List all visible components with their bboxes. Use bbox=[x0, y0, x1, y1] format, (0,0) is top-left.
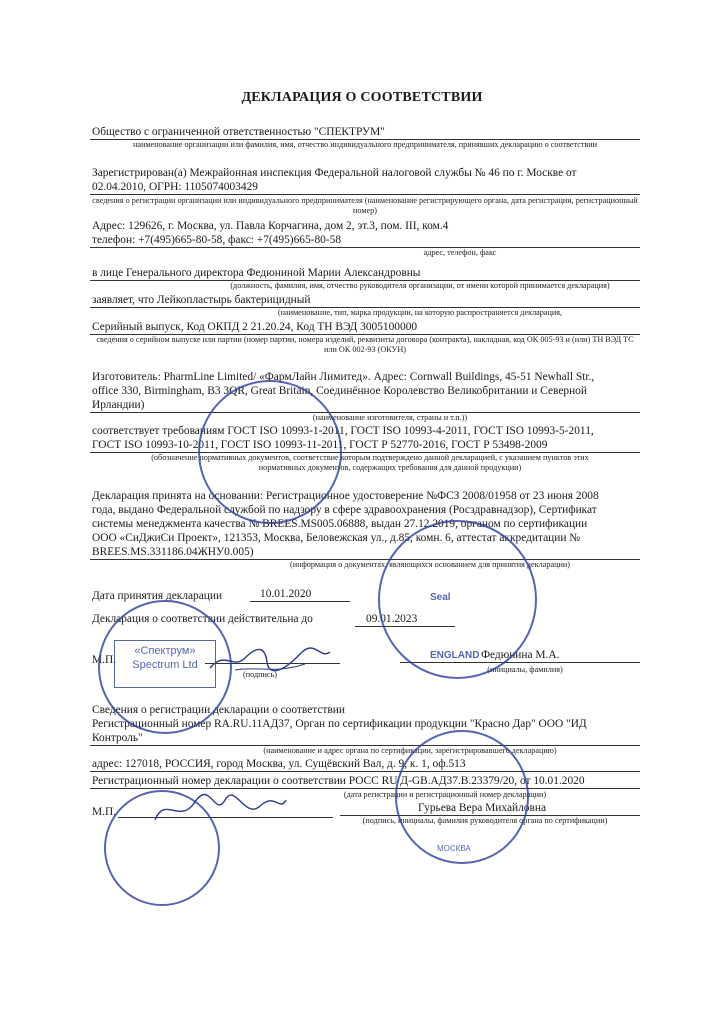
mp-label: М.П. bbox=[92, 654, 117, 666]
applicant-caption: наименование организации или фамилия, имя, отчество индивидуального предпринимателя, принявших декларацию о соответствии bbox=[132, 140, 598, 149]
manufacturer-line-1: Изготовитель: PharmLine Limited/ «ФармЛайн Лимитед». Адрес: Cornwall Buildings, 45-51 Newhall Str., bbox=[92, 371, 595, 383]
manufacturer-caption: (наименование изготовителя, страны и т.п.)) bbox=[312, 413, 468, 422]
valid-date-label: Декларация о соответствии действительна до bbox=[92, 613, 313, 625]
accept-date-label: Дата принятия декларации bbox=[92, 590, 223, 602]
representative-caption: (должность, фамилия, имя, отчество руководителя организации, от имени которой принимается декларация) bbox=[230, 281, 610, 290]
official-name: Гурьева Вера Михайловна bbox=[418, 802, 547, 814]
registration-line-1: Зарегистрирован(а) Межрайонная инспекция Федеральной налоговой службы № 46 по г. Москве от bbox=[92, 167, 577, 179]
seal-text-en: Spectrum Ltd bbox=[132, 659, 198, 671]
registration-caption: сведения о регистрации организации или индивидуального предпринимателя (наименование регистрирующего органа, дата регистрации, регистрационный номер) bbox=[92, 196, 638, 215]
product-caption: (наименование, тип, марка продукции, на которую распространяется декларация, bbox=[277, 308, 563, 317]
reg-number-caption: (дата регистрации и регистрационный номер декларации) bbox=[343, 790, 547, 799]
serial-line: Серийный выпуск, Код ОКПД 2 21.20.24, Код ТН ВЭД 3005100000 bbox=[92, 321, 418, 333]
basis-line-1: Декларация принята на основании: Регистрационное удостоверение №ФСЗ 2008/01958 от 23 июня 2008 bbox=[92, 490, 599, 502]
basis-line-2: года, выдано Федеральной службой по надзору в сфере здравоохранения (Росздравнадзор), Сертификат bbox=[92, 504, 597, 516]
applicant-name: Общество с ограниченной ответственностью "СПЕКТРУМ" bbox=[92, 126, 385, 138]
name-caption: (инициалы, фамилия) bbox=[487, 665, 563, 674]
divider bbox=[90, 771, 640, 772]
basis-line-3: системы менеджмента качества № BREES.MS005.06888, выдан 27.12.2019, органом по сертификации bbox=[92, 518, 588, 530]
manufacturer-line-2: office 330, Birmingham, B3 3QR, Great Britain, Соединённое Королевство Великобритании и Северной bbox=[92, 385, 587, 397]
page-title: ДЕКЛАРАЦИЯ О СООТВЕТСТВИИ bbox=[241, 90, 483, 105]
standards-line-2: ГОСТ ISO 10993-10-2011, ГОСТ ISO 10993-11-2011, ГОСТ Р 52770-2016, ГОСТ Р 53498-2009 bbox=[92, 439, 548, 451]
product-line: заявляет, что Лейкопластырь бактерицидный bbox=[92, 294, 311, 306]
cert-body-line-1: Регистрационный номер RA.RU.11АД37, Орган по сертификации продукции "Красно Дар" ООО "ИД bbox=[92, 718, 587, 730]
representative-line: в лице Генерального директора Федюниной Марии Александровны bbox=[92, 267, 421, 279]
standards-caption-1: (обозначение нормативных документов, соответствие которым подтверждено данной декларацией, с указанием пунктов этих bbox=[151, 453, 589, 462]
seal-text-ru: «Спектрум» bbox=[134, 645, 196, 657]
signatory-name: Федюнина М.А. bbox=[481, 649, 560, 661]
standards-line-1: соответствует требованиям ГОСТ ISO 10993-1-2011, ГОСТ ISO 10993-4-2011, ГОСТ ISO 10993-5-2011, bbox=[92, 425, 594, 437]
address-line: Адрес: 129626, г. Москва, ул. Павла Корчагина, дом 2, эт.3, пом. III, ком.4 bbox=[92, 220, 449, 232]
moscow-word: МОСКВА bbox=[437, 844, 471, 853]
official-caption: (подпись, инициалы, фамилия руководителя органа по сертификации) bbox=[362, 816, 608, 825]
cert-body-caption: (наименование и адрес органа по сертификации, зарегистрировавшего декларацию) bbox=[263, 746, 557, 755]
declaration-reg-number: Регистрационный номер декларации о соответствии РОСС RU Д-GB.АД37.В.23379/20, от 10.01.2020 bbox=[92, 775, 585, 787]
date-underline bbox=[250, 601, 350, 602]
england-word: ENGLAND bbox=[430, 650, 480, 661]
address-caption: адрес, телефон, факс bbox=[423, 248, 497, 257]
handwritten-signature bbox=[205, 640, 335, 680]
registration-heading: Сведения о регистрации декларации о соответствии bbox=[92, 704, 345, 716]
cert-body-address: адрес: 127018, РОССИЯ, город Москва, ул. Сущёвский Вал, д. 9, к. 1, оф.513 bbox=[92, 758, 466, 770]
divider bbox=[90, 788, 640, 789]
basis-caption: (информация о документах, являющихся основанием для принятия декларации) bbox=[290, 560, 570, 569]
cert-body-line-2: Контроль" bbox=[92, 732, 143, 744]
manufacturer-line-3: Ирландии) bbox=[92, 399, 145, 411]
registration-line-2: 02.04.2010, ОГРН: 1105074003429 bbox=[92, 181, 258, 193]
standards-caption-2: нормативных документов, содержащих требования для данной продукции) bbox=[258, 463, 522, 472]
valid-date-value: 09.01.2023 bbox=[366, 613, 418, 625]
divider bbox=[90, 194, 640, 195]
basis-line-4: ООО «СиДжиСи Проект», 121353, Москва, Беловежская ул., д.85, комн. 6, аттестат аккредитации № bbox=[92, 532, 581, 544]
seal-word: Seal bbox=[430, 592, 451, 603]
england-seal bbox=[378, 520, 537, 679]
basis-line-5: BREES.MS.331186.04ЖНУ0.005) bbox=[92, 546, 254, 558]
signature-caption: (подпись) bbox=[243, 670, 277, 679]
handwritten-signature-2 bbox=[150, 790, 290, 830]
accept-date-value: 10.01.2020 bbox=[260, 588, 312, 600]
phone-line: телефон: +7(495)665-80-58, факс: +7(495)665-80-58 bbox=[92, 234, 342, 246]
mp-label-2: М.П. bbox=[92, 806, 117, 818]
divider bbox=[90, 247, 640, 248]
company-seal-top bbox=[198, 380, 342, 524]
serial-caption: сведения о серийном выпуске или партии (номер партии, номера изделий, реквизиты договора (контракта), накладная, код ОК 005-93 и (или) ТН ВЭД ТС или ОК 002-93 (ОКУН) bbox=[96, 335, 634, 354]
cert-body-seal bbox=[395, 730, 529, 864]
